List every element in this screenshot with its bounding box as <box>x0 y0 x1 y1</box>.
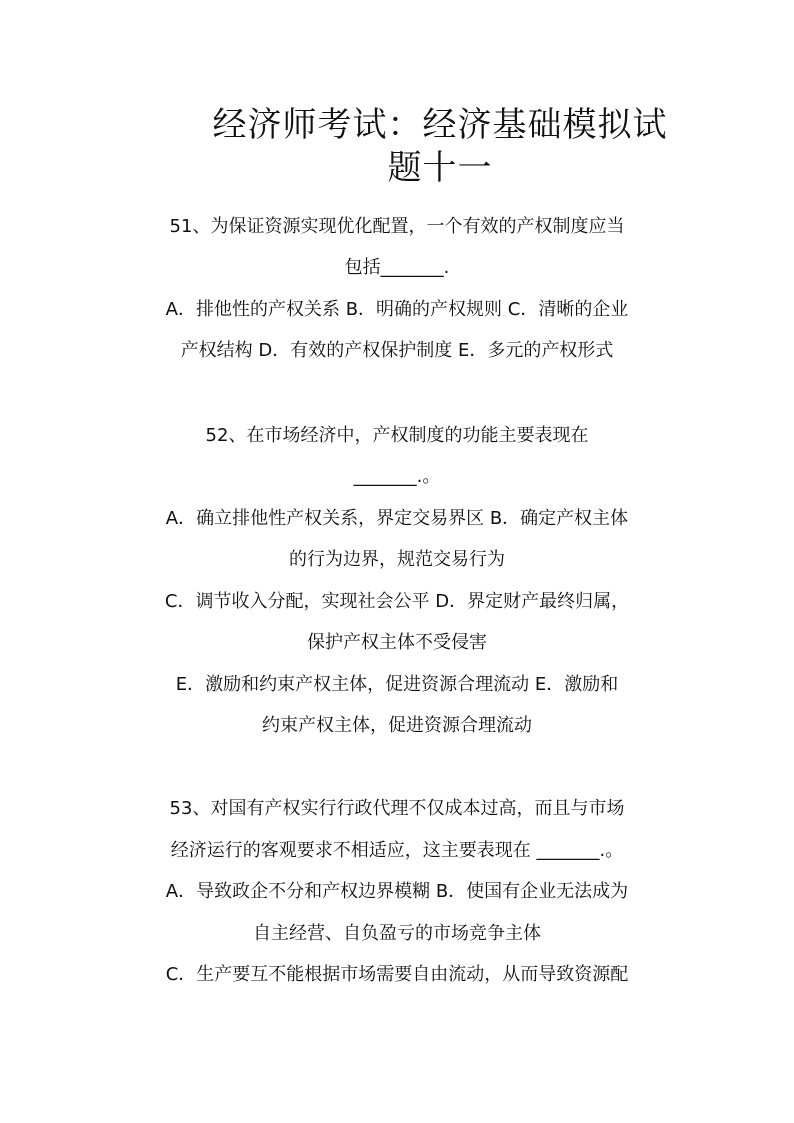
question-51-text: 51、为保证资源实现优化配置，一个有效的产权制度应当 <box>169 216 625 237</box>
question-52-options-a-b-continued: 的行为边界，规范交易行为 <box>289 549 505 570</box>
question-53-options-a-b: A．导致政企不分和产权边界模糊 B．使国有企业无法成为 <box>165 881 629 902</box>
question-51-options-continued: 产权结构 D．有效的产权保护制度 E．多元的产权形式 <box>180 340 614 361</box>
question-53-text-continued: 经济运行的客观要求不相适应，这主要表现在 _______.。 <box>170 840 624 861</box>
question-52-text-continued: _______.。 <box>353 466 441 487</box>
question-52-options-c-d-continued: 保护产权主体不受侵害 <box>307 632 487 653</box>
question-52-option-e-continued: 约束产权主体，促进资源合理流动 <box>262 715 532 736</box>
question-53-text: 53、对国有产权实行行政代理不仅成本过高，而且与市场 <box>169 798 625 819</box>
document-title-continued: 题十一 <box>387 148 493 188</box>
question-52-text: 52、在市场经济中，产权制度的功能主要表现在 <box>205 425 589 446</box>
question-51-options: A．排他性的产权关系 B．明确的产权规则 C．清晰的企业 <box>165 299 629 320</box>
question-53-options-a-b-continued: 自主经营、自负盈亏的市场竞争主体 <box>253 923 541 944</box>
question-52-options-a-b: A．确立排他性产权关系，界定交易界区 B．确定产权主体 <box>165 508 629 529</box>
question-51-text-continued: 包括_______. <box>344 257 450 278</box>
question-53-option-c: C．生产要互不能根据市场需要自由流动，从而导致资源配 <box>165 964 629 985</box>
document-title: 经济师考试：经济基础模拟试 <box>212 105 668 145</box>
question-52-option-e: E．激励和约束产权主体，促进资源合理流动 E．激励和 <box>175 674 619 695</box>
question-52-options-c-d: C．调节收入分配，实现社会公平 D．界定财产最终归属， <box>164 591 630 612</box>
